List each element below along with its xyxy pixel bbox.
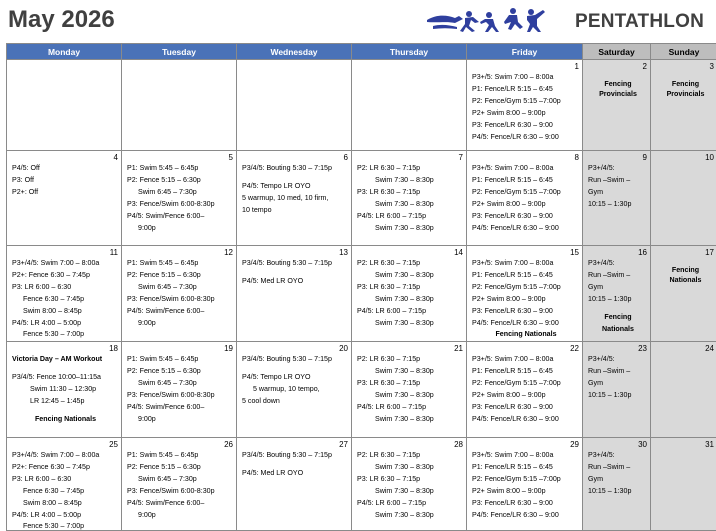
page-title: May 2026 — [8, 6, 115, 34]
schedule-entry: P3+/5: Swim 7:00 – 8:00a — [472, 258, 580, 270]
schedule-entry: P2+: Fence 6:30 – 7:45p — [12, 462, 119, 474]
event-label — [588, 80, 648, 99]
schedule-entry: Swim 6:45 – 7:30p — [127, 187, 234, 199]
schedule-entry: P3+/5: Swim 7:00 – 8:00a — [472, 163, 580, 175]
weekday-header-wednesday: Wednesday — [237, 44, 352, 60]
day-cell[interactable] — [122, 60, 237, 151]
day-number: 29 — [570, 440, 579, 449]
day-cell[interactable] — [467, 342, 583, 438]
schedule-entry: P1: Fence/LR 5:15 – 6:45 — [472, 366, 580, 378]
day-cell[interactable] — [122, 151, 237, 246]
day-number: 14 — [454, 248, 463, 257]
schedule-lines — [472, 450, 580, 521]
schedule-lines — [12, 450, 119, 530]
schedule-lines — [12, 163, 119, 199]
day-cell[interactable] — [122, 246, 237, 342]
day-number: 8 — [575, 153, 579, 162]
schedule-entry: P3: LR 6:30 – 7:15p — [357, 474, 464, 486]
schedule-entry: 10:15 – 1:30p — [588, 294, 648, 306]
day-number: 7 — [459, 153, 463, 162]
schedule-entry: P4/5: Tempo LR OYO — [242, 372, 349, 384]
schedule-entry: Swim 7:30 – 8:30p — [357, 462, 464, 474]
schedule-entry: P4/5: Tempo LR OYO — [242, 181, 349, 193]
schedule-entry: P2: LR 6:30 – 7:15p — [357, 258, 464, 270]
schedule-entry: 10:15 – 1:30p — [588, 390, 648, 402]
schedule-entry: P4/5: Off — [12, 163, 119, 175]
schedule-entry: P2: Fence 5:15 – 6:30p — [127, 366, 234, 378]
schedule-entry: P4/5: Swim/Fence 6:00– — [127, 498, 234, 510]
schedule-lines — [242, 163, 349, 217]
week-row — [7, 60, 716, 151]
weekday-header-tuesday: Tuesday — [122, 44, 237, 60]
schedule-lines — [357, 354, 464, 425]
schedule-entry: Run –Swim – — [588, 175, 648, 187]
schedule-entry: Gym — [588, 187, 648, 199]
schedule-entry: P3: Off — [12, 175, 119, 187]
week-row — [7, 151, 716, 246]
day-number: 4 — [114, 153, 118, 162]
schedule-entry: P2: Fence/Gym 5:15 –7:00p — [472, 474, 580, 486]
day-number: 1 — [575, 62, 579, 71]
day-cell[interactable] — [467, 438, 583, 531]
day-number: 5 — [229, 153, 233, 162]
schedule-entry: P2: Fence 5:15 – 6:30p — [127, 462, 234, 474]
schedule-lines — [127, 258, 234, 329]
schedule-entry: Fence 5:30 – 7:00p — [12, 329, 119, 341]
schedule-entry: P4/5: Fence/LR 6:30 – 9:00 — [472, 318, 580, 330]
day-cell[interactable] — [352, 60, 467, 151]
schedule-entry: P1: Fence/LR 5:15 – 6:45 — [472, 175, 580, 187]
schedule-entry: P3: Fence/LR 6:30 – 9:00 — [472, 306, 580, 318]
weekday-header-row — [7, 44, 716, 60]
schedule-entry: P2+ Swim 8:00 – 9:00p — [472, 294, 580, 306]
day-cell[interactable] — [237, 151, 352, 246]
schedule-entry: P3+/4/5: Swim 7:00 – 8:00a — [12, 450, 119, 462]
event-label-line: Fencing — [656, 80, 715, 90]
schedule-entry: Fence 6:30 – 7:45p — [12, 294, 119, 306]
schedule-entry: P2+ Swim 8:00 – 9:00p — [472, 108, 580, 120]
schedule-entry: P2+: Fence 6:30 – 7:45p — [12, 270, 119, 282]
schedule-entry: P4/5: LR 6:00 – 7:15p — [357, 402, 464, 414]
day-number: 11 — [110, 248, 118, 257]
schedule-entry: P3: Fence/Swim 6:00-8:30p — [127, 390, 234, 402]
schedule-entry: 10 tempo — [242, 205, 349, 217]
schedule-entry: 9:00p — [127, 510, 234, 522]
day-cell[interactable] — [237, 246, 352, 342]
schedule-entry: P3+/5: Swim 7:00 – 8:00a — [472, 72, 580, 84]
day-number: 2 — [643, 62, 647, 71]
day-cell[interactable] — [7, 246, 122, 342]
schedule-entry: P2+ Swim 8:00 – 9:00p — [472, 390, 580, 402]
day-cell[interactable] — [583, 246, 651, 342]
schedule-lines — [357, 258, 464, 329]
schedule-entry: P3: Fence/LR 6:30 – 9:00 — [472, 211, 580, 223]
event-label-line: Fencing — [656, 266, 715, 276]
day-cell[interactable] — [467, 60, 583, 151]
event-label: Fencing — [588, 312, 648, 324]
schedule-entry: P3/4/5: Bouting 5:30 – 7:15p — [242, 354, 349, 366]
day-number: 3 — [710, 62, 714, 71]
day-cell[interactable] — [467, 246, 583, 342]
day-number: 17 — [705, 248, 714, 257]
schedule-entry: Swim 6:45 – 7:30p — [127, 282, 234, 294]
day-number: 13 — [339, 248, 348, 257]
schedule-entry: Swim 7:30 – 8:30p — [357, 486, 464, 498]
schedule-entry: P3/4/5: Bouting 5:30 – 7:15p — [242, 163, 349, 175]
day-cell[interactable] — [651, 151, 716, 246]
day-number: 22 — [570, 344, 579, 353]
schedule-entry: P4/5: LR 6:00 – 7:15p — [357, 211, 464, 223]
week-row — [7, 246, 716, 342]
schedule-entry: P3: Fence/LR 6:30 – 9:00 — [472, 498, 580, 510]
schedule-entry: P3+/4/5: — [588, 258, 648, 270]
event-label: Fencing Nationals — [12, 414, 119, 426]
schedule-entry: 9:00p — [127, 223, 234, 235]
schedule-entry: Swim 8:00 – 8:45p — [12, 498, 119, 510]
schedule-lines — [242, 354, 349, 408]
day-cell[interactable] — [237, 60, 352, 151]
event-label-line: Fencing — [588, 80, 648, 90]
schedule-entry: Swim 7:30 – 8:30p — [357, 199, 464, 211]
schedule-entry: P2: LR 6:30 – 7:15p — [357, 450, 464, 462]
event-label-line: Provincials — [588, 90, 648, 100]
schedule-entry: P2: Fence 5:15 – 6:30p — [127, 175, 234, 187]
schedule-lines — [12, 258, 119, 341]
schedule-entry: P3/4/5: Bouting 5:30 – 7:15p — [242, 450, 349, 462]
schedule-entry: Gym — [588, 474, 648, 486]
day-number: 21 — [454, 344, 463, 353]
day-number: 25 — [109, 440, 118, 449]
schedule-entry: P2: Fence/Gym 5:15 –7:00p — [472, 187, 580, 199]
day-cell[interactable] — [651, 438, 716, 531]
day-number: 16 — [638, 248, 647, 257]
schedule-entry: Swim 6:45 – 7:30p — [127, 474, 234, 486]
day-number: 20 — [339, 344, 348, 353]
schedule-lines — [472, 72, 580, 143]
day-number: 26 — [224, 440, 233, 449]
day-number: 10 — [705, 153, 714, 162]
day-number: 23 — [638, 344, 647, 353]
schedule-entry: P2: Fence/Gym 5:15 –7:00p — [472, 378, 580, 390]
day-number: 28 — [454, 440, 463, 449]
event-label: Victoria Day – AM Workout — [12, 354, 119, 366]
schedule-entry: P2: Fence/Gym 5:15 –7:00p — [472, 96, 580, 108]
schedule-entry: P1: Fence/LR 5:15 – 6:45 — [472, 462, 580, 474]
pentathlon-athletes-logo-icon — [425, 6, 547, 34]
event-label-line: Nationals — [656, 276, 715, 286]
schedule-entry: Swim 7:30 – 8:30p — [357, 366, 464, 378]
schedule-entry: P3: Fence/Swim 6:00-8:30p — [127, 294, 234, 306]
schedule-entry: Fence 6:30 – 7:45p — [12, 486, 119, 498]
schedule-entry: P1: Swim 5:45 – 6:45p — [127, 163, 234, 175]
weekday-header-friday: Friday — [467, 44, 583, 60]
weekday-header-monday: Monday — [7, 44, 122, 60]
week-row — [7, 438, 716, 531]
day-cell[interactable] — [122, 342, 237, 438]
schedule-entry: P3: LR 6:00 – 6:30 — [12, 474, 119, 486]
schedule-entry: Swim 7:30 – 8:30p — [357, 414, 464, 426]
day-cell[interactable] — [237, 342, 352, 438]
schedule-lines — [127, 163, 234, 234]
schedule-lines — [472, 163, 580, 234]
schedule-entry: P2: Fence/Gym 5:15 –7:00p — [472, 282, 580, 294]
schedule-entry: P3+/4/5: — [588, 354, 648, 366]
day-cell[interactable] — [583, 342, 651, 438]
schedule-entry: P3/4/5: Fence 10:00–11:15a — [12, 372, 119, 384]
schedule-entry: P1: Swim 5:45 – 6:45p — [127, 450, 234, 462]
day-cell[interactable] — [352, 342, 467, 438]
schedule-entry: LR 12:45 – 1:45p — [12, 396, 119, 408]
schedule-entry: Swim 6:45 – 7:30p — [127, 378, 234, 390]
schedule-entry: Swim 7:30 – 8:30p — [357, 510, 464, 522]
week-row — [7, 342, 716, 438]
schedule-entry: P4/5: Fence/LR 6:30 – 9:00 — [472, 510, 580, 522]
schedule-entry: 5 cool down — [242, 396, 349, 408]
schedule-entry: P2: LR 6:30 – 7:15p — [357, 354, 464, 366]
schedule-lines — [242, 258, 349, 288]
schedule-lines — [357, 450, 464, 521]
schedule-entry: P4/5: Med LR OYO — [242, 468, 349, 480]
schedule-entry: P3: Fence/LR 6:30 – 9:00 — [472, 120, 580, 132]
schedule-entry: P3: Fence/Swim 6:00-8:30p — [127, 486, 234, 498]
schedule-entry: P2: Fence 5:15 – 6:30p — [127, 270, 234, 282]
event-label-line: Provincials — [656, 90, 715, 100]
schedule-entry: P3: LR 6:30 – 7:15p — [357, 378, 464, 390]
day-cell[interactable] — [583, 438, 651, 531]
schedule-entry: 9:00p — [127, 318, 234, 330]
schedule-entry: 10:15 – 1:30p — [588, 199, 648, 211]
schedule-entry: P1: Swim 5:45 – 6:45p — [127, 354, 234, 366]
schedule-entry: Swim 11:30 – 12:30p — [12, 384, 119, 396]
schedule-entry: P4/5: Swim/Fence 6:00– — [127, 402, 234, 414]
schedule-lines — [588, 354, 648, 402]
schedule-entry: Swim 7:30 – 8:30p — [357, 175, 464, 187]
day-number: 12 — [224, 248, 233, 257]
schedule-lines — [12, 354, 119, 426]
day-number: 27 — [339, 440, 348, 449]
schedule-lines — [472, 258, 580, 341]
day-cell[interactable] — [7, 438, 122, 531]
schedule-entry: Run –Swim – — [588, 366, 648, 378]
schedule-entry: P3: Fence/Swim 6:00-8:30p — [127, 199, 234, 211]
schedule-entry: P2+ Swim 8:00 – 9:00p — [472, 486, 580, 498]
day-number: 18 — [109, 344, 118, 353]
schedule-entry: Swim 7:30 – 8:30p — [357, 390, 464, 402]
schedule-entry: P2: LR 6:30 – 7:15p — [357, 163, 464, 175]
schedule-entry: P4/5: LR 6:00 – 7:15p — [357, 498, 464, 510]
schedule-entry: 5 warmup, 10 med, 10 firm, — [242, 193, 349, 205]
day-cell[interactable] — [7, 151, 122, 246]
schedule-entry: P2+: Off — [12, 187, 119, 199]
day-cell[interactable] — [467, 151, 583, 246]
day-cell[interactable] — [352, 246, 467, 342]
schedule-entry: P3: LR 6:00 – 6:30 — [12, 282, 119, 294]
schedule-entry: P4/5: Fence/LR 6:30 – 9:00 — [472, 132, 580, 144]
schedule-entry: P1: Swim 5:45 – 6:45p — [127, 258, 234, 270]
day-number: 6 — [344, 153, 348, 162]
schedule-entry: P4/5: LR 4:00 – 5:00p — [12, 318, 119, 330]
day-cell[interactable] — [352, 151, 467, 246]
schedule-entry: 5 warmup, 10 tempo, — [242, 384, 349, 396]
schedule-entry: Gym — [588, 282, 648, 294]
schedule-entry: P3+/5: Swim 7:00 – 8:00a — [472, 354, 580, 366]
day-cell[interactable] — [7, 60, 122, 151]
schedule-entry: Swim 7:30 – 8:30p — [357, 318, 464, 330]
schedule-entry: 9:00p — [127, 414, 234, 426]
event-label — [656, 80, 715, 99]
day-number: 24 — [705, 344, 714, 353]
schedule-entry: P4/5: Fence/LR 6:30 – 9:00 — [472, 223, 580, 235]
schedule-entry: P4/5: Med LR OYO — [242, 276, 349, 288]
day-number: 31 — [705, 440, 714, 449]
weekday-header-thursday: Thursday — [352, 44, 467, 60]
day-cell[interactable] — [583, 60, 651, 151]
schedule-entry: Swim 7:30 – 8:30p — [357, 223, 464, 235]
schedule-entry: Swim 7:30 – 8:30p — [357, 270, 464, 282]
schedule-lines — [588, 258, 648, 335]
schedule-lines — [127, 354, 234, 425]
schedule-entry: P3: LR 6:30 – 7:15p — [357, 187, 464, 199]
schedule-entry: P3+/4/5: — [588, 163, 648, 175]
schedule-entry: P1: Fence/LR 5:15 – 6:45 — [472, 270, 580, 282]
schedule-entry: P3: LR 6:30 – 7:15p — [357, 282, 464, 294]
day-cell[interactable] — [352, 438, 467, 531]
schedule-entry: Fence 5:30 – 7:00p — [12, 521, 119, 530]
schedule-entry: P4/5: Fence/LR 6:30 – 9:00 — [472, 414, 580, 426]
weekday-header-sunday: Sunday — [651, 44, 716, 60]
schedule-entry: P1: Fence/LR 5:15 – 6:45 — [472, 84, 580, 96]
event-label: Nationals — [588, 324, 648, 336]
schedule-lines — [357, 163, 464, 234]
day-number: 19 — [224, 344, 233, 353]
calendar-grid — [6, 43, 716, 531]
day-cell[interactable] — [651, 60, 716, 151]
schedule-entry: P2+ Swim 8:00 – 9:00p — [472, 199, 580, 211]
day-number: 9 — [643, 153, 647, 162]
schedule-lines — [588, 450, 648, 498]
schedule-entry: P3/4/5: Bouting 5:30 – 7:15p — [242, 258, 349, 270]
schedule-lines — [242, 450, 349, 480]
schedule-entry: P3: Fence/LR 6:30 – 9:00 — [472, 402, 580, 414]
weekday-header-saturday: Saturday — [583, 44, 651, 60]
brand-title: PENTATHLON — [575, 11, 704, 33]
schedule-entry: P4/5: Swim/Fence 6:00– — [127, 211, 234, 223]
day-cell[interactable] — [651, 342, 716, 438]
day-cell[interactable] — [122, 438, 237, 531]
schedule-entry: P4/5: LR 4:00 – 5:00p — [12, 510, 119, 522]
schedule-entry: Gym — [588, 378, 648, 390]
day-cell[interactable] — [583, 151, 651, 246]
schedule-entry: P3+/4/5: — [588, 450, 648, 462]
day-cell[interactable] — [651, 246, 716, 342]
schedule-lines — [127, 450, 234, 521]
schedule-lines — [472, 354, 580, 425]
schedule-entry: P4/5: Swim/Fence 6:00– — [127, 306, 234, 318]
schedule-entry: Run –Swim – — [588, 462, 648, 474]
day-number: 15 — [570, 248, 579, 257]
schedule-entry: Swim 8:00 – 8:45p — [12, 306, 119, 318]
event-label — [656, 266, 715, 285]
schedule-entry: Run –Swim – — [588, 270, 648, 282]
schedule-entry: P4/5: LR 6:00 – 7:15p — [357, 306, 464, 318]
schedule-entry: 10:15 – 1:30p — [588, 486, 648, 498]
day-cell[interactable] — [7, 342, 122, 438]
schedule-entry: P3+/5: Swim 7:00 – 8:00a — [472, 450, 580, 462]
schedule-lines — [588, 163, 648, 211]
event-label: Fencing Nationals — [472, 329, 580, 341]
schedule-entry: P3+/4/5: Swim 7:00 – 8:00a — [12, 258, 119, 270]
schedule-entry: Swim 7:30 – 8:30p — [357, 294, 464, 306]
day-number: 30 — [638, 440, 647, 449]
day-cell[interactable] — [237, 438, 352, 531]
